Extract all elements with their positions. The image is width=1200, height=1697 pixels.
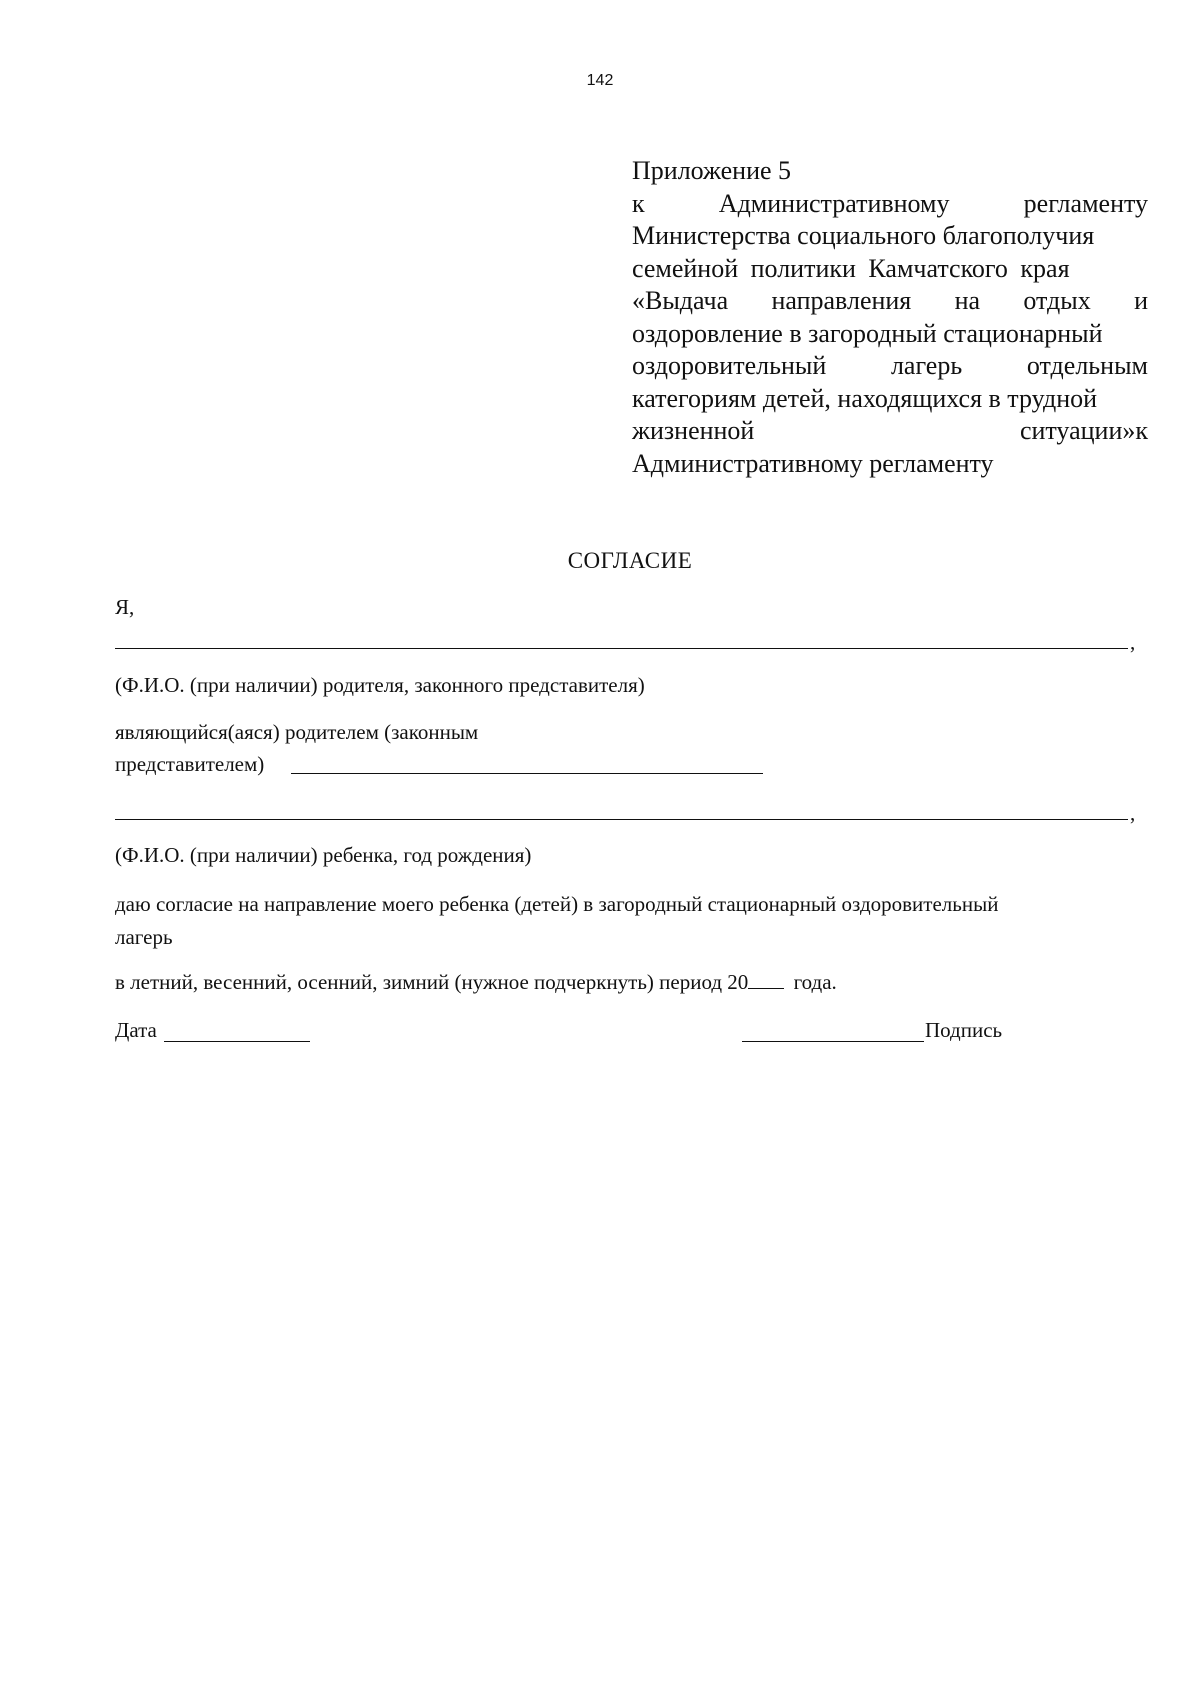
appendix-line: категориям детей, находящихся в трудной (632, 383, 1098, 413)
appendix-word: Административному (718, 188, 950, 218)
appendix-word: жизненной (632, 416, 755, 445)
appendix-line: семейной политики Камчатского края (632, 253, 1070, 283)
appendix-line (632, 188, 1148, 221)
signature-field[interactable] (742, 1041, 924, 1042)
child-name-caption: (Ф.И.О. (при наличии) ребенка, год рождения) (115, 843, 532, 867)
date-field[interactable] (164, 1041, 310, 1042)
appendix-word: «Выдача (632, 286, 729, 315)
appendix-line: Административному регламенту (632, 448, 994, 478)
date-label: Дата (115, 1018, 157, 1042)
period-prefix: в летний, весенний, осенний, зимний (нужное подчеркнуть) период 20 (115, 970, 749, 994)
appendix-word: регламенту (1023, 188, 1148, 218)
comma: , (1130, 801, 1136, 825)
representative-field[interactable] (291, 773, 763, 774)
parent-name-field[interactable] (115, 648, 1128, 649)
appendix-line (632, 285, 1148, 318)
appendix-line: оздоровление в загородный стационарный (632, 318, 1103, 348)
comma: , (1130, 630, 1136, 654)
being-line-1: являющийся(аяся) родителем (законным (115, 720, 479, 744)
appendix-word: оздоровительный (632, 351, 827, 380)
appendix-word: на (954, 286, 981, 315)
being-line-2: представителем) (115, 752, 265, 776)
appendix-line: Министерства социального благополучия (632, 221, 1095, 250)
appendix-word: направления (771, 286, 912, 315)
appendix-line (632, 415, 1148, 448)
appendix-word: лагерь (890, 351, 963, 380)
consent-line-1: даю согласие на направление моего ребенка (детей) в загородный стационарный оздоровительный (115, 892, 999, 916)
page-number: 142 (586, 72, 614, 89)
appendix-word: отдых (1023, 286, 1091, 315)
appendix-line (632, 350, 1148, 383)
child-name-field[interactable] (115, 819, 1128, 820)
parent-name-caption: (Ф.И.О. (при наличии) родителя, законного представителя) (115, 673, 645, 697)
appendix-line: Приложение 5 (632, 156, 792, 185)
year-field[interactable] (748, 970, 784, 989)
appendix-word: и (1134, 286, 1148, 315)
document-title: СОГЛАСИЕ (567, 548, 693, 573)
period-suffix: года. (793, 970, 837, 994)
appendix-word: ситуации»к (1019, 416, 1148, 445)
consent-line-2: лагерь (115, 925, 173, 949)
appendix-header (632, 155, 1148, 480)
i-label: Я, (115, 595, 135, 619)
appendix-word: к (632, 188, 645, 218)
appendix-word: отдельным (1026, 351, 1148, 380)
period-line (115, 970, 837, 995)
signature-label: Подпись (925, 1018, 1003, 1042)
